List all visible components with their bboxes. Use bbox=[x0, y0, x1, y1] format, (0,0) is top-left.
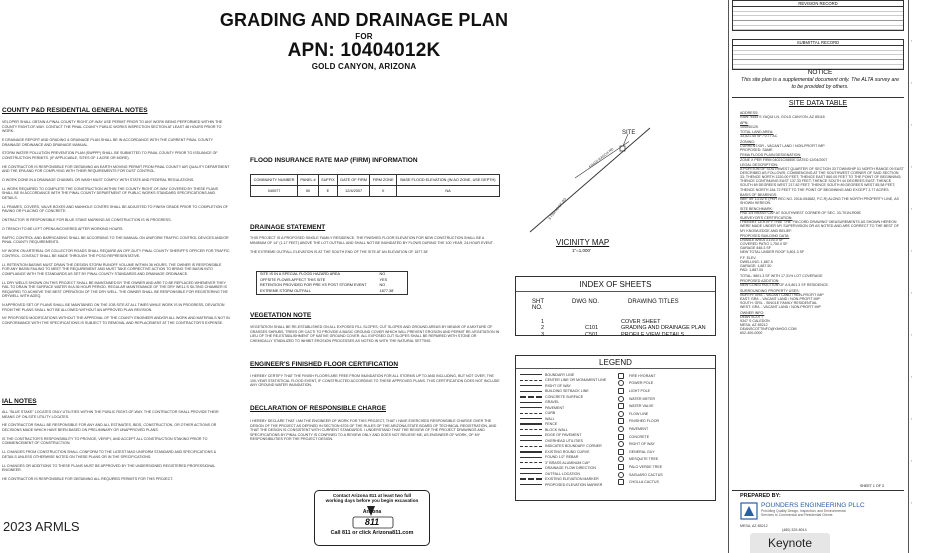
general-note-item: LL WORK REQUIRED TO COMPLETE THE CONSTRUCTION WITHIN THE COUNTY RIGHT-OF-WAY COVERED BY THESE PLANS SHALL BE IN ACCORDANCE WITH THE PINAL COUNTY DEPARTMENT OF PUBLIC WORKS STANDARD SPECIFICATIONS AND DETAILS. bbox=[2, 186, 218, 201]
legend-label: OVERHEAD UTILITIES bbox=[545, 438, 583, 443]
pounders-logo-icon bbox=[740, 502, 758, 520]
firm-header-row bbox=[251, 175, 500, 186]
legend-left-column bbox=[520, 372, 618, 488]
drainage-row bbox=[257, 289, 408, 295]
site-data-value: TOTAL: 5801.3 SF WITH 17.31% LOT COVERAGE bbox=[740, 273, 823, 278]
special-note-item: IS THE CONTRACTOR'S RESPONSIBILITY TO PROVIDE, VERIFY, AND ACCEPT ALL CONSTRUCTION STAKING PRIOR TO COMMENCEMENT OF CONSTRUCTION. bbox=[2, 436, 208, 446]
legend-label: PROPOSED ELEVATION MARKER bbox=[545, 482, 603, 487]
sheet-row bbox=[538, 332, 709, 338]
arizona-811-box bbox=[314, 490, 430, 546]
legend-symbol bbox=[520, 385, 542, 386]
company-tagline-2: Services to Commercial and Residential Clients bbox=[761, 513, 833, 517]
legend-item bbox=[618, 418, 711, 426]
drainage-label: SITE IS IN A SPECIAL FLOOD HAZARD AREA bbox=[260, 272, 341, 276]
az811-line1: Contact Arizona 811 at least two full bbox=[332, 493, 412, 498]
general-note-item: NY WORK ON ARTERIAL OR COLLECTOR ROADS SHALL REQUIRE AN OFF-DUTY PINAL COUNTY SHERIFF'S OFFICER FOR TRAFFIC CONTROL. CONTACT SHALL BE MADE THROUGH THE PCSO REPRESENTATIVE. bbox=[2, 249, 230, 258]
legend-symbol bbox=[520, 468, 542, 469]
legend-symbol bbox=[520, 423, 542, 425]
legend-item bbox=[618, 471, 711, 479]
legend-symbol bbox=[520, 478, 542, 480]
general-notes-heading: COUNTY P&D RESIDENTIAL GENERAL NOTES bbox=[2, 107, 148, 114]
legend-symbol bbox=[520, 451, 542, 453]
vegetation-note bbox=[250, 312, 500, 343]
company-phone: (480) 329-8014 bbox=[782, 528, 807, 532]
az811-line2: working days before you begin excavation bbox=[325, 498, 419, 503]
engineer-cert-heading: ENGINEER'S FINISHED FLOOR CERTIFICATION bbox=[250, 361, 399, 368]
engineer-certification bbox=[250, 361, 500, 388]
general-note-item: O TRENCH TO BE LEFT OPEN/UNCOVERED AFTER WORKING HOURS. bbox=[2, 227, 124, 231]
legend-label: MESQUITE TREE bbox=[628, 457, 659, 462]
legend-symbol bbox=[520, 407, 542, 408]
vicinity-title: VICINITY MAP bbox=[556, 238, 610, 247]
site-data-value: DEAN SCOTT bbox=[740, 314, 764, 319]
legend-label: PAVEMENT bbox=[545, 405, 565, 410]
sheet-dwg-cell: C101 bbox=[585, 325, 599, 332]
drainage-statement bbox=[250, 224, 500, 255]
site-data-value: N89° 59' 13.02"E (PER REC NO. 2016-054682, P.C.R) ALONG THE NORTH PROPERTY LINE, AS SHOWN HEREON. bbox=[740, 197, 899, 206]
revision-record bbox=[732, 0, 904, 70]
notice bbox=[740, 69, 900, 91]
legend-label: FLOW LINE bbox=[628, 411, 649, 416]
az811-logo-top: Arizona bbox=[362, 509, 382, 515]
az811-logo bbox=[315, 504, 429, 530]
engineer-cert-text: I HEREBY CERTIFY THAT THE FINISH FLOORS ARE FREE FROM INUNDATION FOR ALL STORMS UP TO AND INCLUDING, BUT NOT OVER, THE 100-YEAR STATISTICAL FLOOD EVENT, IF CONSTRUCTED ACCORDING TO THESE APPROVED PLANS. THIS CERTIFICATION DOES NOT INCLUDE ANY GROUND WATER INUNDATION. bbox=[250, 374, 500, 388]
sheets-col-sht: SHT NO. bbox=[532, 299, 544, 311]
sheet-number-cell: 3 bbox=[541, 331, 545, 338]
legend-label: CHOLLA CACTUS bbox=[628, 480, 659, 485]
sheet-title-cell: GRADING AND DRAINAGE PLAN bbox=[621, 325, 706, 332]
site-data-value: EAST: GR/L - VACANT LAND / NON-PROFIT IMP bbox=[740, 296, 820, 301]
sheets-header-row bbox=[516, 299, 715, 311]
legend-label: CONCRETE SURFACE bbox=[545, 394, 584, 399]
legend-symbol bbox=[520, 457, 542, 458]
sheet-number-cell: 2 bbox=[541, 325, 545, 332]
site-data-label: APN: bbox=[740, 120, 749, 125]
site-data-value: PAD: 1,887.00 bbox=[740, 268, 764, 273]
legend-symbol-icon bbox=[618, 426, 624, 432]
legend-symbol-icon bbox=[618, 403, 624, 409]
legend-label: OUTFALL LOCATION bbox=[545, 471, 580, 476]
firm-cell: 50 bbox=[298, 186, 319, 197]
legend-item bbox=[618, 433, 711, 441]
sheet-title-cell: PROFILE VIEW DETAILS bbox=[621, 331, 685, 338]
general-note-item: O WORK DONE IN A DRAINAGE CHANNEL OR WASH MUST COMPLY WITH STATE AND FEDERAL REGULATIONS. bbox=[2, 178, 195, 183]
drainage-value: NO bbox=[379, 272, 386, 276]
site-data-value: SOUTH: GR/L - SINGLE FAMILY RESIDENTIAL bbox=[740, 301, 818, 306]
special-notes-heading: IAL NOTES bbox=[2, 398, 37, 405]
site-data-label: BASIS OF BEARINGS: bbox=[740, 193, 778, 198]
special-notes bbox=[2, 398, 230, 486]
legend-symbol bbox=[520, 435, 542, 436]
site-data-label: SURVEYOR'S CERTIFICATION: bbox=[740, 216, 793, 221]
legend-symbol bbox=[520, 380, 542, 381]
declaration-heading: DECLARATION OF RESPONSIBLE CHARGE bbox=[250, 405, 387, 412]
legend-label: CENTER LINE OR MONUMENT LINE bbox=[545, 378, 607, 383]
notice-heading: NOTICE bbox=[807, 69, 833, 76]
legend-label: 3" BRASS ALUMINUM CAP bbox=[545, 460, 590, 465]
revision-heading: REVISION RECORD bbox=[732, 0, 904, 7]
vegetation-text: VEGETATION SHALL BE RE-ESTABLISHED ON ALL EXPOSED FILL SLOPES, CUT SLOPES AND GROUND AREAS BY MEANS OF A MIXTURE OF GRASSES SHRUBS, TREES OR CACTI TO PROVIDE A BASIC GROUND COVER WHICH WILL PREVENT EROSION AND PERMIT RE-VEGETATION IN LIEU OF THE RE-ESTABLISHMENT OF NATIVE GROUND COVER. ALL EXPOSED CUT SLOPES SHALL BE REPAIRED WITH STONE OR CHEMICALLY STABILIZED TO INHIBIT EROSION PROCESSES AS NOTED IN WITH THE NATURAL SETTING. bbox=[250, 325, 500, 343]
legend-item bbox=[618, 372, 711, 380]
legend-label: WATER METER bbox=[628, 396, 656, 401]
sheets-col-dwg: DWG NO. bbox=[572, 299, 599, 305]
legend-label: FIRE HYDRANT bbox=[628, 373, 656, 378]
legend-label: INDICATES BOUNDARY CORNER bbox=[545, 444, 602, 449]
site-data-value: LIVABLE AREA 3,103.0 SF bbox=[740, 238, 784, 243]
legend-symbol bbox=[520, 391, 542, 392]
legend-item bbox=[618, 440, 711, 448]
legend-symbol-icon bbox=[618, 388, 624, 394]
site-data-label: ZONING: bbox=[740, 139, 755, 144]
firm-column-header: SUFFIX bbox=[318, 175, 337, 186]
special-notes-list bbox=[2, 410, 230, 481]
sheet-title-cell: COVER SHEET bbox=[621, 319, 661, 325]
drainage-value: YES bbox=[379, 277, 388, 282]
legend-label: BUILDING SETBACK LINE bbox=[545, 389, 589, 394]
site-data-value: NEW TOTAL UNDER ROOF 5,801.3 SF bbox=[740, 250, 805, 255]
legend-label: EXISTING ELEVATION MARKER bbox=[545, 477, 599, 482]
legend-item bbox=[618, 380, 711, 388]
site-data-label: PROPOSED ADDITION: bbox=[740, 279, 780, 284]
general-notes bbox=[2, 107, 230, 330]
az811-line3: Call 811 or click Arizona811.com bbox=[330, 530, 414, 536]
vegetation-heading: VEGETATION NOTE bbox=[250, 312, 312, 319]
firm-column-header: BASE FLOOD ELEVATION (IN AO ZONE, USE DEPTH) bbox=[396, 175, 499, 186]
legend-label: PAVEMENT bbox=[628, 426, 649, 431]
vicinity-road-label-2: S PARADISE RD bbox=[547, 197, 568, 221]
special-note-item: LL CHANGES FROM CONSTRUCTION SHALL CONFORM TO THE LATEST MAG UNIFORM STANDARD AND SPECIFICATIONS & DETAILS UNLESS OTHERWISE NOTED ON THESE PLANS OR IN THE SPECIFICATIONS. bbox=[2, 450, 217, 459]
legend-symbol bbox=[520, 418, 542, 419]
site-data-table bbox=[732, 97, 904, 335]
legend-label: EDGE OF PAVEMENT bbox=[545, 433, 582, 438]
site-data-value: A PORTION OF SOUTHWEST QUARTER OF SECTION 33 TOWNSHIP 01 NORTH RANGE 09 EAST DESCRIBED AS FOLLOWS: COMMENCING AT THE SOUTHWEST CORNER OF SAID SECTION 33; THENCE NORTH 1320.00 FEET; THENCE EAST 660.00 FEET TO THE POINT OF BEGINNING; THENCE CONTINUING EAST 137.33 FEET; THENCE SOUTH 44 DEGREES EAST; THENCE SOUTH 89 DEGREES WEST 217.82 FEET; THENCE SOUTH 89 DEGREES WEST 85.58 FEET; THENCE NORTH 184.72 FEET TO THE POINT OF BEGINNING AND EXCEPT 3.77 ACRES. bbox=[740, 167, 904, 192]
site-data-label: OWNER INFO: bbox=[740, 310, 765, 315]
vicinity-site-label: SITE bbox=[622, 130, 636, 136]
legend-symbol bbox=[520, 374, 542, 375]
legend-symbol-icon bbox=[618, 418, 624, 424]
legend-label: EXISTING ROUND CURVE bbox=[545, 449, 590, 454]
site-data-value: MESA, AZ 85212 bbox=[740, 322, 768, 327]
prepared-by bbox=[732, 490, 904, 532]
legend-label: FINISHED FLOOR bbox=[628, 419, 660, 424]
legend-symbol bbox=[520, 462, 542, 463]
company-name: POUNDERS ENGINEERING PLLC bbox=[761, 502, 865, 509]
firm-column-header: PANEL # bbox=[298, 175, 319, 186]
site-data-value: RAW: 9455 S YAQUI LN, GOLD CANYON, AZ 85118 bbox=[740, 115, 825, 120]
site-data-value: 9347 S CALEDON bbox=[740, 318, 770, 323]
special-note-item: HE CONTRACTOR IS RESPONSIBLE FOR OBTAINING ALL REQUIRED PERMITS FOR THIS PROJECT. bbox=[2, 476, 174, 481]
firm-cell: X bbox=[370, 186, 397, 197]
legend-right-column bbox=[618, 372, 711, 488]
legend-item bbox=[618, 425, 711, 433]
general-note-item: E DRAINAGE REPORT AND GRADING & DRAINAGE PLAN SHALL BE IN ACCORDANCE WITH THE CURRENT PINAL COUNTY DRAINAGE ORDINANCE AND DRAINAGE MANUAL. bbox=[2, 137, 213, 147]
legend-symbol-icon bbox=[618, 441, 624, 447]
legend-symbol-icon bbox=[618, 479, 624, 485]
general-note-item: HE CONTRACTOR IS RESPONSIBLE FOR OBTAINING AN EARTH MOVING PERMIT FROM PINAL COUNTY AIR QUALITY DEPARTMENT AND THE EPA AND FOR COMPLYING WITH THEIR REQUIREMENTS FOR DUST CONTROL. bbox=[2, 164, 230, 174]
special-note-item: ALL "BLUE STAKE" LOCATES ONLY UTILITIES WITHIN THE PUBLIC RIGHT-OF-WAY. THE CONTRACTOR SHALL PROVIDE THEIR MEANS OF ON-SITE UTILITY LOCATES. bbox=[2, 410, 219, 419]
legend-label: CONCRETE bbox=[628, 434, 650, 439]
legend-symbol-icon bbox=[618, 380, 624, 386]
prepared-by-label: PREPARED BY: bbox=[740, 493, 781, 499]
firm-column-header: COMMUNITY NUMBER bbox=[251, 175, 298, 186]
site-data-value: FND 3/4 BRASS CAP AT SOUTHWEST CORNER OF SEC. 33-T01N-R09E bbox=[740, 210, 861, 215]
legend-symbol bbox=[520, 402, 542, 403]
site-data-label: SURROUNDING PROPERTY USES: bbox=[740, 288, 800, 293]
special-note-item: HE CONTRACTOR SHALL BE RESPONSIBLE FOR ANY AND ALL ESTIMATES, BIDS, CONSTRUCTION, OR OTHER ACTIONS OR DECISIONS MADE WHICH HAVE BEEN BASED ON PRELIMINARY OR UNAPPROVED PLANS. bbox=[2, 423, 217, 432]
legend-symbol-icon bbox=[618, 456, 624, 462]
legend-item bbox=[618, 410, 711, 418]
site-data-value: DWELLING: 1,887.5 bbox=[740, 260, 773, 264]
sheet-number-cell: 1 bbox=[541, 319, 545, 325]
vicinity-road-label-1: KINGS RANCH RD bbox=[588, 146, 615, 169]
legend-symbol-icon bbox=[618, 396, 624, 402]
sheets-col-title: DRAWING TITLES bbox=[628, 299, 679, 305]
plan-location: GOLD CANYON, ARIZONA bbox=[311, 62, 417, 71]
legend-label: DRAINAGE FLOW DIRECTION bbox=[545, 466, 596, 471]
site-data-value: 10404012K bbox=[740, 124, 759, 129]
drainage-label: OFFSITE FLOWS AFFECT THIS SITE bbox=[260, 277, 326, 282]
vicinity-map bbox=[520, 120, 660, 240]
drainage-value: NO bbox=[379, 283, 386, 288]
general-note-item: LL DRY WELLS SHOWN ON THIS PROJECT SHALL BE MAINTAINED BY THE OWNER AND ARE TO BE REPLACED WHENEVER THEY FAIL TO DRAIN THE SURFACE WATER IN A 36 HOUR PERIOD. REGULAR MAINTENANCE OF THE DRY WELL'S SILTING CHAMBER IS REQUIRED TO ACHIEVE THE BEST OPERATION OF THE DRY WELL. THE OWNER SHALL BE RESPONSIBLE FOR REGISTERING THE DRYWELL WITH ADEQ. bbox=[2, 280, 228, 299]
site-data-label: LEGAL DESCRIPTION: bbox=[740, 162, 779, 167]
firm-column-header: DATE OF FIRM bbox=[337, 175, 369, 186]
company-address: MESA, AZ 85212 bbox=[740, 524, 768, 528]
armls-watermark: 2023 ARMLS bbox=[3, 519, 80, 534]
site-data-value: COVERED PATIO 1,750.0 SF bbox=[740, 242, 788, 247]
site-data-label: PROPOSED BUILDING DATA: bbox=[740, 234, 790, 239]
plan-title: GRADING AND DRAINAGE PLAN bbox=[219, 10, 509, 30]
legend-heading: LEGEND bbox=[599, 358, 632, 367]
general-notes-list bbox=[2, 120, 230, 326]
legend-label: RIGHT OF WAY bbox=[545, 383, 571, 388]
declaration bbox=[250, 405, 500, 442]
index-of-sheets bbox=[515, 276, 716, 336]
legend-symbol bbox=[520, 446, 542, 447]
drainage-table bbox=[256, 271, 408, 295]
drainage-label: EXTREME STORM OUTFALL bbox=[260, 288, 311, 293]
firm-cell: NA bbox=[396, 186, 499, 197]
site-data-value: 602-400-0000 bbox=[740, 331, 763, 336]
site-data-label: SITE BENCHMARK: bbox=[740, 206, 773, 211]
legend-label: PALO VERDE TREE bbox=[628, 464, 663, 469]
legend-symbol-icon bbox=[618, 373, 624, 379]
plan-apn: APN: 10404012K bbox=[287, 40, 441, 61]
site-data-value: F.F. ELEV. bbox=[740, 255, 757, 260]
legend-label: WALL bbox=[545, 416, 555, 421]
legend-item bbox=[618, 448, 711, 456]
site-data-value: NORTH: GR/L - VACANT LAND / NON-PROFIT IMP bbox=[740, 292, 824, 297]
general-note-item: ONTRACTOR IS RESPONSIBLE FOR BLUE STAKE MARKING AS CONSTRUCTION IS IN PROGRESS. bbox=[2, 218, 172, 223]
firm-data-row bbox=[251, 186, 500, 197]
site-data-value: ZONE X PER FIRM 04021C0850E DATED 12/04/2007 bbox=[740, 157, 828, 162]
general-note-item: VELOPER SHALL OBTAIN A PINAL COUNTY RIGHT-OF-WAY USE PERMIT PRIOR TO ANY WORK BEING PERFORMED WITHIN THE COUNTY RIGHT-OF-WAY. CONTACT THE PINAL COUNTY PUBLIC WORKS INSPECTION SECTION AT LEAST 48 HOURS PRIOR TO WORK. bbox=[2, 120, 223, 134]
legend-symbol bbox=[520, 413, 542, 414]
submittal-heading: SUBMITTAL RECORD bbox=[732, 39, 904, 46]
firm-column-header: FIRM ZONE bbox=[370, 175, 397, 186]
legend-item bbox=[618, 395, 711, 403]
drainage-value: 1877.38' bbox=[379, 288, 394, 293]
legend-label: FOUND 1/2" REBAR bbox=[545, 455, 579, 460]
site-data-heading: SITE DATA TABLE bbox=[788, 100, 848, 107]
legend-item bbox=[520, 482, 618, 488]
firm-cell: E bbox=[318, 186, 337, 197]
legend-symbol bbox=[520, 429, 542, 430]
site-data-value: DEANSCOTTINFO@YAHOO.COM bbox=[740, 326, 797, 331]
sheets-heading: INDEX OF SHEETS bbox=[579, 280, 652, 289]
edge-ticks: › › › › › › › › › › › › bbox=[911, 38, 913, 505]
drainage-row bbox=[257, 272, 408, 278]
firm-cell: 12/4/2007 bbox=[337, 186, 369, 197]
legend-label: LIGHT POLE bbox=[628, 388, 651, 393]
site-data-value: 33,521.45 SF / 0.77 AC bbox=[740, 134, 778, 139]
firm-heading: FLOOD INSURANCE RATE MAP (FIRM) INFORMATION bbox=[250, 157, 418, 164]
site-data-label: TOTAL LAND AREA: bbox=[740, 130, 774, 135]
legend-symbol-icon bbox=[618, 449, 624, 455]
legend-label: FENCE bbox=[545, 422, 558, 427]
legend-label: POWER POLE bbox=[628, 381, 654, 386]
sheets-table bbox=[538, 319, 709, 338]
legend-item bbox=[618, 463, 711, 471]
general-note-item: STORM WATER POLLUTION PREVENTION PLAN (SWPPP) SHALL BE SUBMITTED TO PINAL COUNTY PRIOR TO ISSUANCE OF CONSTRUCTION PERMITS. (IF APPLICABLE, SITES OF 1 ACRE OR MORE). bbox=[2, 151, 218, 160]
legend-box bbox=[515, 355, 716, 501]
site-data-value: GARAGE: 1,887.50 bbox=[740, 264, 772, 269]
az811-logo-main: 811 bbox=[364, 517, 380, 527]
general-note-item: LL FRAMES, COVERS, VALVE BOXES AND MANHOLE COVERS SHALL BE ADJUSTED TO FINISH GRADE PRIOR TO COMPLETION OF PAVING OR PLACING OF CONCRETE. bbox=[2, 204, 228, 214]
drainage-heading: DRAINAGE STATEMENT bbox=[250, 224, 326, 231]
general-note-item: N APPROVED SET OF PLANS SHALL BE MAINTAINED ON THE JOB SITE AT ALL TIMES WHILE WORK IS IN PROGRESS. DEVIATION FROM THE PLANS SHALL NOT BE ALLOWED WITHOUT AN APPROVED PLAN REVISION. bbox=[2, 303, 225, 312]
legend-symbol bbox=[520, 396, 542, 398]
site-data-value: GARAGE 848.3 SF bbox=[740, 246, 771, 251]
special-note-item: LL CHANGES OR ADDITIONS TO THESE PLANS MUST BE APPROVED BY THE UNDERSIGNED REGISTERED PROFESSIONAL ENGINEER. bbox=[2, 463, 216, 473]
legend-item bbox=[618, 387, 711, 395]
general-note-item: LL RETENTION BASINS MUST DRAIN THE DESIGN STORM RUNOFF VOLUME WITHIN 36 HOURS. THE OWNER IS RESPONSIBLE FOR ANY BASIN FAILING TO MEET THE REQUIREMENT AND MUST TAKE CORRECTIVE ACTION TO BRING THE BASIN INTO COMPLIANCE WITH THE STANDARDS AS SET BY PINAL COUNTY STANDARDS AND DRAINAGE ORDINANCE. bbox=[2, 262, 222, 276]
site-data-value: WEST: GR/L - VACANT LAND / NON-PROFIT IMP bbox=[740, 305, 821, 310]
notice-text: This site plan is a supplemental document only. The ALTA survey are to be provided by others. bbox=[741, 77, 899, 90]
site-data-value: CURRENT/GR - VACANT LAND / NON-PROFIT IMP bbox=[740, 143, 825, 148]
legend-label: BLOCK WALL bbox=[545, 427, 568, 432]
legend-symbol bbox=[520, 473, 542, 474]
legend-item bbox=[618, 478, 711, 486]
legend-label: BOUNDARY LINE bbox=[545, 372, 575, 377]
legend-symbol-icon bbox=[618, 472, 624, 478]
site-data-label: FEMA FLOOD PLAIN DESIGNATION: bbox=[740, 153, 802, 158]
general-note-item: NY PROPOSED MODIFICATIONS WITHOUT THE APPROVAL OF THE COUNTY ENGINEER AND/OR ALL WORK AND MATERIALS NOT IN CONFORMANCE WITH THE SPECIFICATIONS IS SUBJECT TO REMOVAL AND REPLACEMENT AT THE CONTRACTOR'S EXPENSE. bbox=[2, 316, 230, 326]
legend-item bbox=[618, 456, 711, 464]
legend-symbol-icon bbox=[618, 434, 624, 440]
general-note-item: RAFFIC CONTROL AND BARRICADING SHALL BE ACCORDING TO THE MANUAL ON UNIFORM TRAFFIC CONTROL DEVICES AND/OR PINAL COUNTY REQUIREMENTS. bbox=[2, 235, 229, 245]
drainage-text-1: THIS PROJECT IS A PROPOSED SINGLE FAMILY RESIDENCE. THE FINISHED FLOOR ELEVATION FOR NEW CONSTRUCTION SHALL BE A MINIMUM OF 14" (1.17 FEET) ABOVE THE LOT OUTFALL AND SHALL NOT BE INUNDATED BY FLOWS DURING THE 100 YEAR, 24-HOUR EVENT. bbox=[250, 236, 494, 245]
firm-cell: 040077 bbox=[251, 186, 298, 197]
company-tagline-1: Providing Quality Design, Inspection, and Environmental bbox=[761, 509, 846, 513]
legend-symbol bbox=[520, 440, 542, 441]
legend-symbol-icon bbox=[618, 464, 624, 470]
sheet-number: SHEET 1 OF 3 bbox=[860, 484, 884, 488]
drainage-label: RETENTION PROVIDED FOR PRE VS POST STORM EVENT bbox=[260, 283, 367, 288]
legend-label: GENERAL GUY bbox=[628, 449, 655, 454]
legend-label: RIGHT OF WAY bbox=[628, 442, 655, 447]
site-data-value: NEW CONSTRUCTION OF A 5,801.3 SF RESIDENCE. bbox=[740, 283, 829, 288]
declaration-text: I HEREBY DECLARE THAT I AM THE ENGINEER OF WORK FOR THIS PROJECT, THAT I HAVE EXERCISED RESPONSIBLE CHARGE OVER THE DESIGN OF THE PROJECT AS DEFINED IN SECTION 6703 OF THE RULES OF THE ARIZONA STATE BOARD OF TECHNICAL REGISTRATION, AND THAT THE DESIGN IS CONSISTENT WITH CURRENT STANDARDS. I UNDERSTAND THAT THE REVIEW OF THE PROJECT DRAWINGS AND SPECIFICATIONS BY PINAL COUNTY IS CONFINED TO A REVIEW ONLY AND DOES NOT RELIEVE ME, AS ENGINEER OF WORK, OF MY RESPONSIBILITIES FOR THE PROJECT DESIGN. bbox=[250, 419, 497, 442]
site-data-value: I HEREBY CERTIFY THAT THE "RECORD DRAWING" MEASUREMENTS AS SHOWN HEREON WERE MADE UNDER MY SUPERVISION OR AS NOTED AND ARE CORRECT TO THE BEST OF MY KNOWLEDGE AND BELIEF. bbox=[740, 220, 899, 233]
plan-for: FOR bbox=[355, 32, 373, 41]
site-data-value: PROPOSED: SAME bbox=[740, 147, 773, 152]
firm-table bbox=[250, 174, 500, 197]
sheet-dwg-cell: C501 bbox=[585, 331, 599, 338]
legend-symbol bbox=[520, 484, 542, 485]
legend-item bbox=[618, 402, 711, 410]
legend-label: CURB bbox=[545, 411, 556, 416]
legend-label: GRAVEL bbox=[545, 400, 560, 405]
vicinity-scale: 1"=1,000' bbox=[572, 248, 591, 253]
legend-label: WATER VALVE bbox=[628, 404, 654, 409]
legend-symbol-icon bbox=[618, 411, 624, 417]
legend-label: SAGUARO CACTUS bbox=[628, 472, 663, 477]
drainage-row bbox=[257, 283, 408, 289]
site-data-label: ADDRESS: bbox=[740, 111, 759, 115]
keynote-watermark: Keynote bbox=[750, 533, 830, 553]
site-data-lines bbox=[732, 111, 904, 335]
drainage-text-2: THE EXTREME OUTFALL ELEVATION IS AT THE SOUTH END OF THE SITE AT AN ELEVATION OF 1877.38' bbox=[250, 250, 429, 255]
